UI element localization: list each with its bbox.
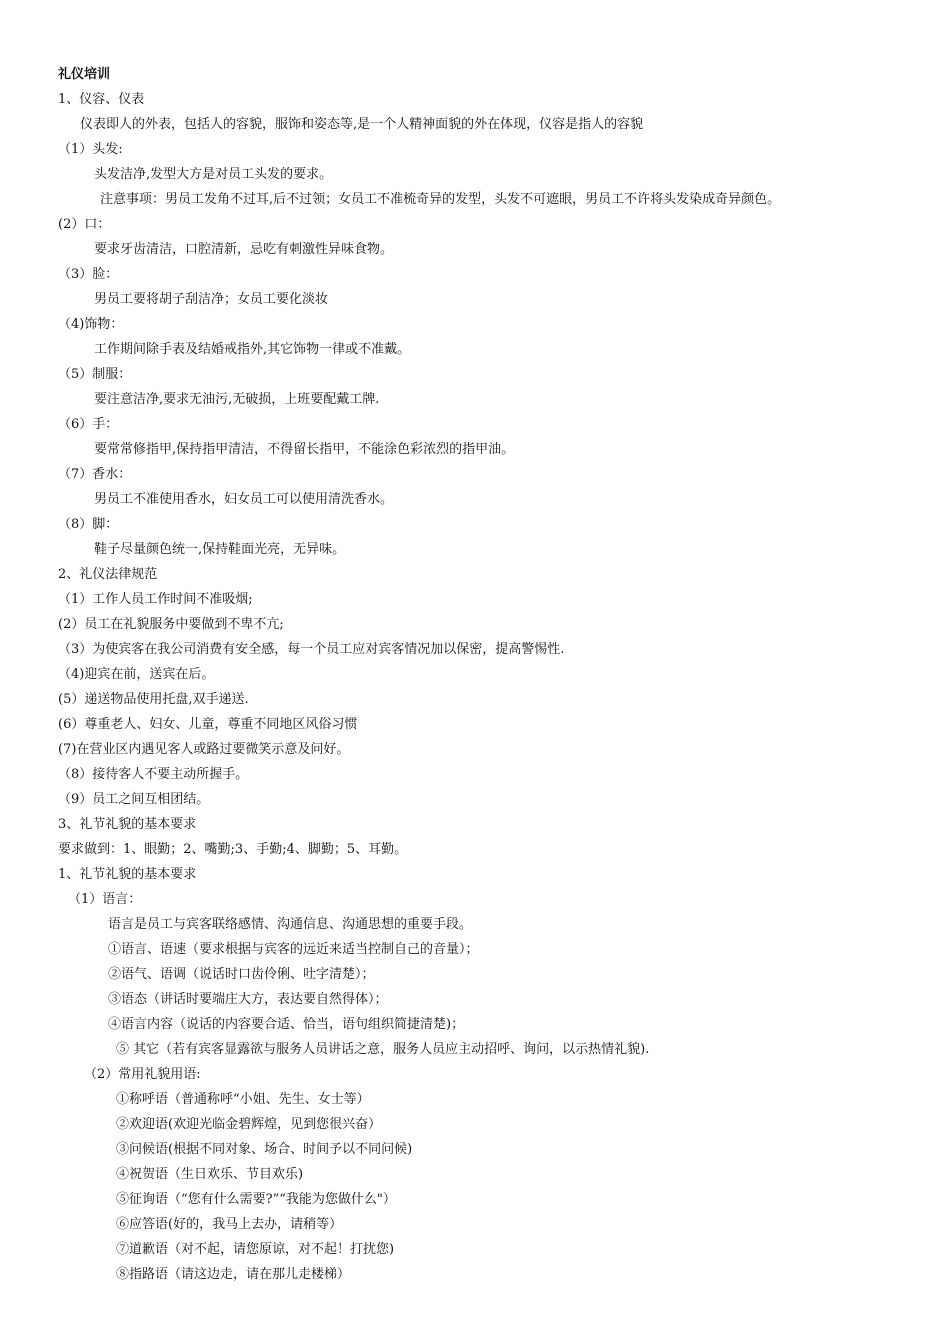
section-heading: 2、礼仪法律规范	[58, 567, 158, 582]
subheading: （1）语言：	[68, 892, 142, 907]
list-item: (6）尊重老人、妇女、儿童，尊重不同地区风俗习惯	[58, 717, 358, 732]
subheading: （5）制服：	[58, 367, 132, 382]
document-title: 礼仪培训	[58, 67, 111, 82]
section-heading: 3、礼节礼貌的基本要求	[58, 817, 197, 832]
list-item: （9）员工之间互相团结。	[58, 792, 210, 807]
list-item: （3）为使宾客在我公司消费有安全感，每一个员工应对宾客情况加以保密，提高警惕性.	[58, 642, 565, 657]
list-item: ②欢迎语(欢迎光临金碧辉煌，见到您很兴奋）	[116, 1117, 382, 1132]
list-item: ①称呼语（普通称呼“小姐、先生、女士等）	[116, 1092, 370, 1107]
list-item: （8）接待客人不要主动所握手。	[58, 767, 249, 782]
list-item: ③语态（讲话时要端庄大方，表达要自然得体）；	[108, 992, 388, 1007]
list-item: ⑧指路语（请这边走，请在那儿走楼梯）	[116, 1267, 351, 1282]
list-item: ③问候语(根据不同对象、场合、时间予以不同问候)	[116, 1142, 413, 1157]
paragraph: 工作期间除手表及结婚戒指外,其它饰物一律或不准戴。	[94, 342, 411, 357]
list-item: ④祝贺语（生日欢乐、节目欢乐)	[116, 1167, 304, 1182]
list-item: ④语言内容（说话的内容要合适、恰当，语句组织简捷清楚)；	[108, 1017, 465, 1032]
paragraph: 头发洁净,发型大方是对员工头发的要求。	[94, 167, 333, 182]
subheading: （1）头发:	[58, 142, 123, 157]
paragraph: 注意事项：男员工发角不过耳,后不过领；女员工不准梳奇异的发型，头发不可遮眼，男员工不许将头发染成奇异颜色。	[100, 192, 781, 207]
list-item: ⑥应答语(好的，我马上去办，请稍等）	[116, 1217, 343, 1232]
list-item: ⑦道歉语（对不起，请您原谅，对不起！打扰您)	[116, 1242, 395, 1257]
list-item: ⑤ 其它（若有宾客显露欲与服务人员讲话之意，服务人员应主动招呼、询问，以示热情礼貌).	[116, 1042, 650, 1057]
subheading: (2）口：	[58, 217, 111, 232]
paragraph: 要求做到：1、眼勤；2、嘴勤;3、手勤;4、脚勤；5、耳勤。	[58, 842, 408, 857]
subheading: （7）香水：	[58, 467, 132, 482]
list-item: （4)迎宾在前，送宾在后。	[58, 667, 215, 682]
subheading: （8）脚：	[58, 517, 119, 532]
list-item: (2）员工在礼貌服务中要做到不卑不亢;	[58, 617, 284, 632]
list-item: （1）工作人员工作时间不准吸烟;	[58, 592, 253, 607]
paragraph: 鞋子尽量颜色统一,保持鞋面光亮，无异味。	[94, 542, 346, 557]
subheading: （6）手：	[58, 417, 119, 432]
paragraph: 要常常修指甲,保持指甲清洁，不得留长指甲，不能涂色彩浓烈的指甲油。	[94, 442, 515, 457]
paragraph: 要注意洁净,要求无油污,无破损，上班要配戴工牌.	[94, 392, 380, 407]
paragraph: 要求牙齿清洁，口腔清新，忌吃有刺激性异味食物。	[94, 242, 394, 257]
paragraph: 语言是员工与宾客联络感情、沟通信息、沟通思想的重要手段。	[108, 917, 473, 932]
list-item: ①语言、语速（要求根据与宾客的远近来适当控制自己的音量）；	[108, 942, 479, 957]
list-item: (5）递送物品使用托盘,双手递送.	[58, 692, 249, 707]
list-item: (7)在营业区内遇见客人或路过要微笑示意及问好。	[58, 742, 350, 757]
section-heading: 1、礼节礼貌的基本要求	[58, 867, 197, 882]
list-item: ②语气、语调（说话时口齿伶俐、吐字清楚）；	[108, 967, 375, 982]
paragraph: 仪表即人的外表，包括人的容貌，服饰和姿态等,是一个人精神面貌的外在体现，仪容是指人的容貌	[80, 117, 644, 132]
subheading: （4)饰物：	[58, 317, 124, 332]
list-item: ⑤征询语（“您有什么需要?”“我能为您做什么"）	[116, 1192, 396, 1207]
subheading: （3）脸：	[58, 267, 119, 282]
section-heading: 1、仪容、仪表	[58, 92, 145, 107]
paragraph: 男员工不准使用香水，妇女员工可以使用清洗香水。	[94, 492, 394, 507]
subheading: （2）常用礼貌用语:	[84, 1067, 201, 1082]
paragraph: 男员工要将胡子刮洁净；女员工要化淡妆	[94, 292, 329, 307]
